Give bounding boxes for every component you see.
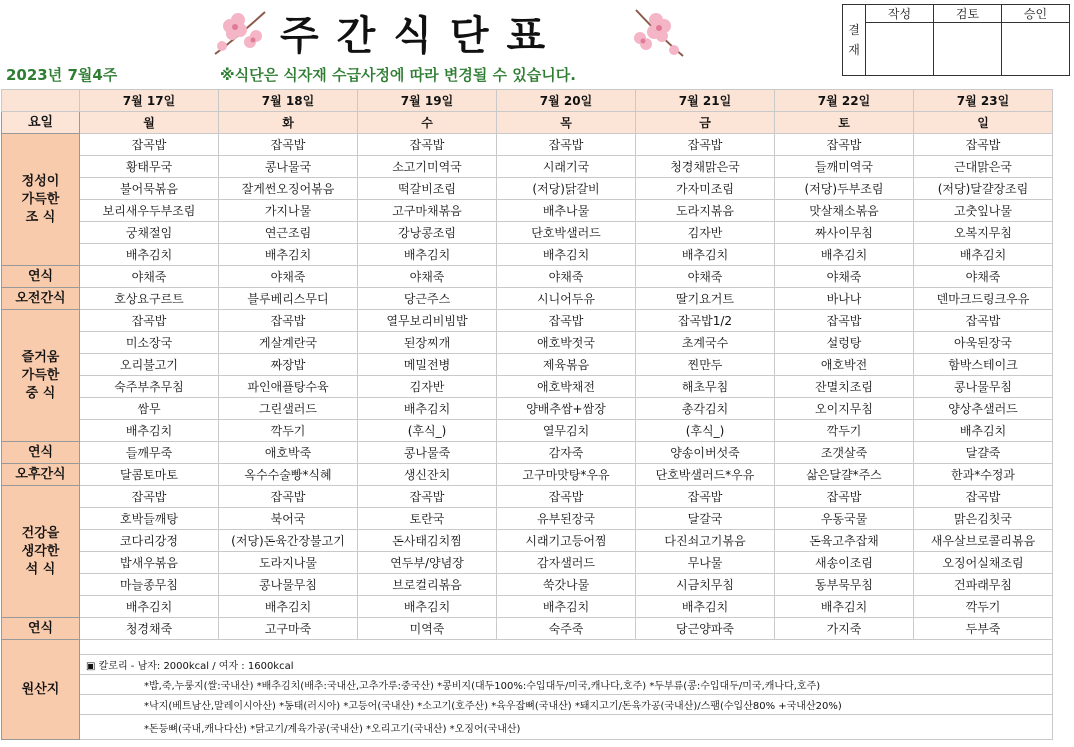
lunch-item: 쌈무 xyxy=(80,398,219,420)
lunch-item: 그린샐러드 xyxy=(219,398,358,420)
dinner-item: (저당)돈육간장불고기 xyxy=(219,530,358,552)
breakfast-label: 정성이 가득한 조 식 xyxy=(2,134,80,266)
lunch-item: 김자반 xyxy=(358,376,497,398)
breakfast-item: 배추김치 xyxy=(914,244,1053,266)
porridge-item: 가지죽 xyxy=(775,618,914,640)
approval-col-approve: 승인 xyxy=(1002,5,1070,23)
lunch-item: 제육볶음 xyxy=(497,354,636,376)
day-label: 요일 xyxy=(2,112,80,134)
date-header: 7월 23일 xyxy=(914,90,1053,112)
breakfast-item: 오복지무침 xyxy=(914,222,1053,244)
lunch-item: 양상추샐러드 xyxy=(914,398,1053,420)
breakfast-item: 근대맑은국 xyxy=(914,156,1053,178)
porridge-item: 청경채죽 xyxy=(80,618,219,640)
dinner-item: 잡곡밥 xyxy=(914,486,1053,508)
dinner-item: 유부된장국 xyxy=(497,508,636,530)
dinner-item: 배추김치 xyxy=(636,596,775,618)
dinner-item: 새우살브로콜리볶음 xyxy=(914,530,1053,552)
lunch-item: 애호박채전 xyxy=(497,376,636,398)
breakfast-item: 배추김치 xyxy=(497,244,636,266)
corner-cell xyxy=(2,90,80,112)
porridge-item: 야채죽 xyxy=(914,266,1053,288)
lunch-item: 된장찌개 xyxy=(358,332,497,354)
dinner-item: 북어국 xyxy=(219,508,358,530)
am-snack-item: 덴마크드링크우유 xyxy=(914,288,1053,310)
breakfast-item: 고춧잎나물 xyxy=(914,200,1053,222)
dinner-item: 동부묵무침 xyxy=(775,574,914,596)
lunch-item: 잡곡밥 xyxy=(775,310,914,332)
dinner-item: 잡곡밥 xyxy=(497,486,636,508)
approval-sign-box[interactable] xyxy=(1002,23,1070,76)
dinner-item: 코다리강정 xyxy=(80,530,219,552)
breakfast-item: 콩나물국 xyxy=(219,156,358,178)
breakfast-item: 시래기국 xyxy=(497,156,636,178)
dinner-item: 잡곡밥 xyxy=(775,486,914,508)
lunch-item: 깍두기 xyxy=(219,420,358,442)
dinner-item: 잡곡밥 xyxy=(80,486,219,508)
approval-col-write: 작성 xyxy=(866,5,934,23)
pm-snack-item: 삶은달걀*주스 xyxy=(775,464,914,486)
porridge-item: 야채죽 xyxy=(636,266,775,288)
dinner-item: 돈육고추잡채 xyxy=(775,530,914,552)
page-title: 주간식단표 xyxy=(280,13,564,59)
dinner-item: 무나물 xyxy=(636,552,775,574)
am-snack-label: 오전간식 xyxy=(2,288,80,310)
porridge-item: 당근양파죽 xyxy=(636,618,775,640)
calorie-info: ▣ 칼로리 - 남자: 2000kcal / 여자 : 1600kcal xyxy=(80,655,1053,675)
lunch-item: 애호박젓국 xyxy=(497,332,636,354)
dinner-item: 쑥갓나물 xyxy=(497,574,636,596)
lunch-item: 미소장국 xyxy=(80,332,219,354)
header xyxy=(0,0,1074,88)
porridge-item: 야채죽 xyxy=(80,266,219,288)
breakfast-item: 불어묵볶음 xyxy=(80,178,219,200)
breakfast-item: (저당)닭갈비 xyxy=(497,178,636,200)
lunch-item: 잔멸치조림 xyxy=(775,376,914,398)
am-snack-item: 바나나 xyxy=(775,288,914,310)
approval-col-review: 검토 xyxy=(934,5,1002,23)
porridge-item: 야채죽 xyxy=(775,266,914,288)
porridge-item: 감자죽 xyxy=(497,442,636,464)
dinner-item: 깍두기 xyxy=(914,596,1053,618)
origin-info: *밥,죽,누룽지(쌀:국내산) *배추김치(배추:국내산,고추가루:중국산) *콩비지(대두100%:수입대두/미국,캐나다,호주) *두부류(콩:수입대두/미국,캐나다,호주) xyxy=(80,675,1053,695)
dinner-item: 잡곡밥 xyxy=(219,486,358,508)
porridge-label: 연식 xyxy=(2,266,80,288)
breakfast-item: 맛살채소볶음 xyxy=(775,200,914,222)
porridge-item: 애호박죽 xyxy=(219,442,358,464)
week-label: 2023년 7월4주 xyxy=(6,66,118,84)
porridge-item: 미역죽 xyxy=(358,618,497,640)
breakfast-item: 단호박샐러드 xyxy=(497,222,636,244)
porridge-item: 고구마죽 xyxy=(219,618,358,640)
porridge-item: 야채죽 xyxy=(219,266,358,288)
lunch-item: 잡곡밥 xyxy=(914,310,1053,332)
breakfast-item: 배추김치 xyxy=(80,244,219,266)
pm-snack-item: 고구마맛탕*우유 xyxy=(497,464,636,486)
lunch-item: 열무보리비빔밥 xyxy=(358,310,497,332)
breakfast-item: 잡곡밥 xyxy=(497,134,636,156)
lunch-item: 찐만두 xyxy=(636,354,775,376)
breakfast-item: 잡곡밥 xyxy=(636,134,775,156)
porridge-item: 야채죽 xyxy=(358,266,497,288)
date-header: 7월 17일 xyxy=(80,90,219,112)
porridge-item: 들깨무죽 xyxy=(80,442,219,464)
breakfast-item: 황태무국 xyxy=(80,156,219,178)
porridge-item: 양송이버섯죽 xyxy=(636,442,775,464)
pm-snack-label: 오후간식 xyxy=(2,464,80,486)
lunch-item: 배추김치 xyxy=(358,398,497,420)
lunch-item: 양배추쌈+쌈장 xyxy=(497,398,636,420)
dinner-item: 배추김치 xyxy=(497,596,636,618)
breakfast-item: 배추김치 xyxy=(219,244,358,266)
breakfast-item: (저당)두부조림 xyxy=(775,178,914,200)
dinner-item: 감자샐러드 xyxy=(497,552,636,574)
lunch-item: 콩나물무침 xyxy=(914,376,1053,398)
lunch-item: 함박스테이크 xyxy=(914,354,1053,376)
porridge-item: 숙주죽 xyxy=(497,618,636,640)
breakfast-item: 잡곡밥 xyxy=(358,134,497,156)
lunch-item: 설렁탕 xyxy=(775,332,914,354)
date-header: 7월 18일 xyxy=(219,90,358,112)
cherry-blossom-icon xyxy=(210,4,270,62)
lunch-label: 즐거움 가득한 중 식 xyxy=(2,310,80,442)
lunch-item: 잡곡밥 xyxy=(497,310,636,332)
day-header: 금 xyxy=(636,112,775,134)
breakfast-item: 청경채맑은국 xyxy=(636,156,775,178)
lunch-item: 해초무침 xyxy=(636,376,775,398)
breakfast-item: 잘게썬오징어볶음 xyxy=(219,178,358,200)
am-snack-item: 호상요구르트 xyxy=(80,288,219,310)
dinner-item: 건파래무침 xyxy=(914,574,1053,596)
am-snack-item: 블루베리스무디 xyxy=(219,288,358,310)
am-snack-item: 시니어두유 xyxy=(497,288,636,310)
dinner-item: 배추김치 xyxy=(219,596,358,618)
date-header: 7월 20일 xyxy=(497,90,636,112)
dinner-item: 배추김치 xyxy=(358,596,497,618)
lunch-item: 열무김치 xyxy=(497,420,636,442)
dinner-item: 시래기고등어찜 xyxy=(497,530,636,552)
dinner-label: 건강을 생각한 석 식 xyxy=(2,486,80,618)
approval-label: 결재 xyxy=(843,5,866,76)
lunch-item: 짜장밥 xyxy=(219,354,358,376)
dinner-item: 콩나물무침 xyxy=(219,574,358,596)
dinner-item: 다진쇠고기볶음 xyxy=(636,530,775,552)
lunch-item: 배추김치 xyxy=(914,420,1053,442)
dinner-item: 새송이조림 xyxy=(775,552,914,574)
porridge-item: 달걀죽 xyxy=(914,442,1053,464)
dinner-item: 잡곡밥 xyxy=(358,486,497,508)
am-snack-item: 당근주스 xyxy=(358,288,497,310)
notice-text: ※식단은 식자재 수급사정에 따라 변경될 수 있습니다. xyxy=(220,66,576,84)
breakfast-item: 짜사이무침 xyxy=(775,222,914,244)
origin-label: 원산지 xyxy=(2,640,80,740)
lunch-item: 깍두기 xyxy=(775,420,914,442)
dinner-item: 시금치무침 xyxy=(636,574,775,596)
dinner-item: 오징어실채조림 xyxy=(914,552,1053,574)
lunch-item: 잡곡밥 xyxy=(80,310,219,332)
lunch-item: 배추김치 xyxy=(80,420,219,442)
breakfast-item: 배추김치 xyxy=(775,244,914,266)
lunch-item: (후식_) xyxy=(358,420,497,442)
day-header: 토 xyxy=(775,112,914,134)
dinner-item: 배추김치 xyxy=(80,596,219,618)
day-header: 화 xyxy=(219,112,358,134)
lunch-item: 오이지무침 xyxy=(775,398,914,420)
porridge-label: 연식 xyxy=(2,618,80,640)
am-snack-item: 딸기요거트 xyxy=(636,288,775,310)
breakfast-item: 김자반 xyxy=(636,222,775,244)
lunch-item: 게살계란국 xyxy=(219,332,358,354)
approval-sign-box[interactable] xyxy=(866,23,934,76)
lunch-item: 메밀전병 xyxy=(358,354,497,376)
cherry-blossom-icon xyxy=(628,4,688,64)
origin-info: *낙지(베트남산,말레이시아산) *동태(러시아) *고등어(국내산) *소고기(호주산) *육우잡뼈(국내산) *돼지고기/돈육가공(국내산)/스팸(수입산80% +국내산20%) xyxy=(80,695,1053,715)
lunch-item: 초계국수 xyxy=(636,332,775,354)
date-header: 7월 19일 xyxy=(358,90,497,112)
pm-snack-item: 한과*수정과 xyxy=(914,464,1053,486)
breakfast-item: 도라지볶음 xyxy=(636,200,775,222)
breakfast-item: 가자미조림 xyxy=(636,178,775,200)
lunch-item: 아욱된장국 xyxy=(914,332,1053,354)
day-header: 일 xyxy=(914,112,1053,134)
porridge-item: 두부죽 xyxy=(914,618,1053,640)
day-header: 수 xyxy=(358,112,497,134)
porridge-item: 야채죽 xyxy=(497,266,636,288)
lunch-item: 애호박전 xyxy=(775,354,914,376)
breakfast-item: 보리새우두부조림 xyxy=(80,200,219,222)
dinner-item: 달갈국 xyxy=(636,508,775,530)
dinner-item: 토란국 xyxy=(358,508,497,530)
dinner-item: 우동국물 xyxy=(775,508,914,530)
breakfast-item: 배추나물 xyxy=(497,200,636,222)
origin-spacer xyxy=(80,640,1053,655)
breakfast-item: 잡곡밥 xyxy=(914,134,1053,156)
dinner-item: 도라지나물 xyxy=(219,552,358,574)
lunch-item: 잡곡밥 xyxy=(219,310,358,332)
breakfast-item: (저당)달걀장조림 xyxy=(914,178,1053,200)
breakfast-item: 배추김치 xyxy=(636,244,775,266)
approval-box xyxy=(842,4,1070,76)
dinner-item: 연두부/양념장 xyxy=(358,552,497,574)
breakfast-item: 가지나물 xyxy=(219,200,358,222)
breakfast-item: 소고기미역국 xyxy=(358,156,497,178)
breakfast-item: 연근조림 xyxy=(219,222,358,244)
dinner-item: 호박들깨탕 xyxy=(80,508,219,530)
pm-snack-item: 단호박샐러드*우유 xyxy=(636,464,775,486)
dinner-item: 잡곡밥 xyxy=(636,486,775,508)
origin-info: *돈등뼈(국내,캐나다산) *닭고기/계육가공(국내산) *오리고기(국내산) *오징어(국내산) xyxy=(80,715,1053,740)
porridge-item: 조갯살죽 xyxy=(775,442,914,464)
dinner-item: 맑은김칫국 xyxy=(914,508,1053,530)
lunch-item: (후식_) xyxy=(636,420,775,442)
lunch-item: 잡곡밥1/2 xyxy=(636,310,775,332)
lunch-item: 파인애플탕수육 xyxy=(219,376,358,398)
dinner-item: 브로컬리볶음 xyxy=(358,574,497,596)
menu-table xyxy=(1,89,1053,740)
porridge-label: 연식 xyxy=(2,442,80,464)
dinner-item: 밥새우볶음 xyxy=(80,552,219,574)
pm-snack-item: 생신잔치 xyxy=(358,464,497,486)
breakfast-item: 궁채절임 xyxy=(80,222,219,244)
lunch-item: 숙주부추무침 xyxy=(80,376,219,398)
dinner-item: 배추김치 xyxy=(775,596,914,618)
dinner-item: 돈사태김치찜 xyxy=(358,530,497,552)
approval-sign-box[interactable] xyxy=(934,23,1002,76)
date-header: 7월 21일 xyxy=(636,90,775,112)
breakfast-item: 떡갈비조림 xyxy=(358,178,497,200)
breakfast-item: 잡곡밥 xyxy=(775,134,914,156)
lunch-item: 총각김치 xyxy=(636,398,775,420)
breakfast-item: 배추김치 xyxy=(358,244,497,266)
lunch-item: 오리불고기 xyxy=(80,354,219,376)
breakfast-item: 잡곡밥 xyxy=(219,134,358,156)
day-header: 목 xyxy=(497,112,636,134)
dinner-item: 마늘종무침 xyxy=(80,574,219,596)
breakfast-item: 들깨미역국 xyxy=(775,156,914,178)
date-header: 7월 22일 xyxy=(775,90,914,112)
breakfast-item: 잡곡밥 xyxy=(80,134,219,156)
porridge-item: 콩나물죽 xyxy=(358,442,497,464)
pm-snack-item: 달콤토마토 xyxy=(80,464,219,486)
day-header: 월 xyxy=(80,112,219,134)
breakfast-item: 강낭콩조림 xyxy=(358,222,497,244)
breakfast-item: 고구마채볶음 xyxy=(358,200,497,222)
pm-snack-item: 옥수수술빵*식혜 xyxy=(219,464,358,486)
